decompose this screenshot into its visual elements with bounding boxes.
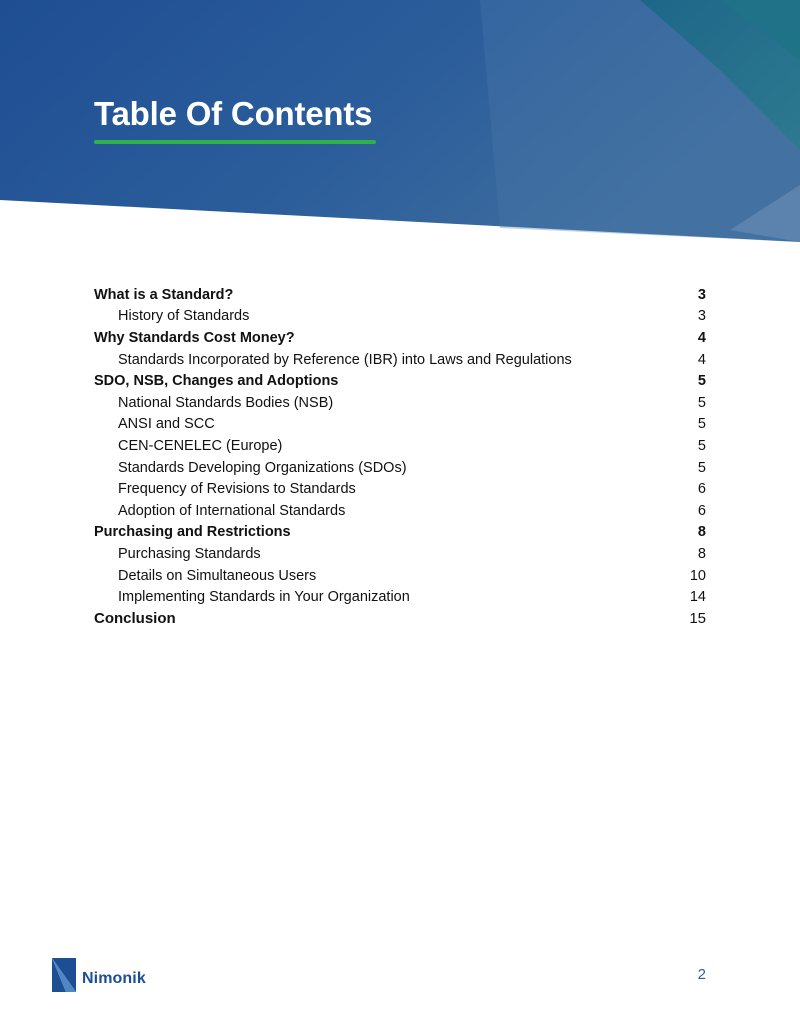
- toc-subentry[interactable]: [94, 478, 706, 500]
- toc-entry-label: What is a Standard?: [94, 286, 234, 303]
- toc-entry-label: Purchasing and Restrictions: [94, 524, 291, 541]
- toc-subentry[interactable]: [94, 543, 706, 565]
- toc-entry-label: CEN-CENELEC (Europe): [118, 437, 283, 454]
- toc-subentry[interactable]: [94, 435, 706, 457]
- toc-entry-label: National Standards Bodies (NSB): [118, 394, 334, 411]
- toc-entry-page: 15: [689, 610, 706, 628]
- toc-entry-page: 6: [697, 502, 706, 519]
- toc-entry-page: 14: [689, 589, 706, 606]
- toc-subentry[interactable]: [94, 586, 706, 608]
- toc-entry-page: 3: [697, 286, 706, 303]
- toc-entry-page: 5: [697, 416, 706, 433]
- toc-subentry[interactable]: [94, 500, 706, 522]
- toc-subentry[interactable]: [94, 414, 706, 436]
- toc-subentry[interactable]: [94, 306, 706, 328]
- toc-entry[interactable]: [94, 284, 706, 306]
- toc-entry-page: 5: [697, 459, 706, 476]
- toc-entry-page: 8: [697, 524, 706, 541]
- toc-entry-page: 8: [697, 545, 706, 562]
- page-number: 2: [697, 966, 706, 983]
- toc-subentry[interactable]: [94, 457, 706, 479]
- toc-entry-label: Adoption of International Standards: [118, 502, 346, 519]
- toc-entry[interactable]: [94, 370, 706, 392]
- nimonik-logo: [52, 958, 146, 992]
- toc-entry-label: Frequency of Revisions to Standards: [118, 481, 356, 498]
- toc-entry-label: Details on Simultaneous Users: [118, 567, 317, 584]
- logo-text: Nimonik: [82, 970, 146, 987]
- toc-entry-label: Purchasing Standards: [118, 545, 261, 562]
- toc-entry-page: 4: [697, 329, 706, 346]
- toc-entry-label: ANSI and SCC: [118, 416, 215, 433]
- toc-entry-page: 4: [697, 351, 706, 368]
- toc-subentry[interactable]: [94, 349, 706, 371]
- toc-entry-page: 6: [697, 481, 706, 498]
- toc-entry-label: Standards Developing Organizations (SDOs): [118, 459, 407, 476]
- toc-entry-label: Implementing Standards in Your Organization: [118, 589, 410, 606]
- table-of-contents: [94, 284, 706, 630]
- toc-entry-label: History of Standards: [118, 308, 250, 325]
- toc-entry[interactable]: [94, 608, 706, 630]
- toc-entry-page: 5: [697, 437, 706, 454]
- toc-subentry[interactable]: [94, 392, 706, 414]
- toc-entry-page: 10: [689, 567, 706, 584]
- toc-entry-page: 5: [697, 373, 706, 390]
- title-underline: [94, 140, 376, 144]
- toc-entry-page: 3: [697, 308, 706, 325]
- toc-entry-label: SDO, NSB, Changes and Adoptions: [94, 373, 339, 390]
- nimonik-logo-icon: [52, 958, 76, 992]
- page-title: Table Of Contents: [94, 95, 373, 132]
- toc-entry-page: 5: [697, 394, 706, 411]
- toc-entry-label: Conclusion: [94, 610, 176, 628]
- toc-entry[interactable]: [94, 327, 706, 349]
- toc-entry-label: Why Standards Cost Money?: [94, 329, 295, 346]
- toc-entry[interactable]: [94, 522, 706, 544]
- toc-entry-label: Standards Incorporated by Reference (IBR) into Laws and Regulations: [118, 351, 572, 368]
- toc-subentry[interactable]: [94, 565, 706, 587]
